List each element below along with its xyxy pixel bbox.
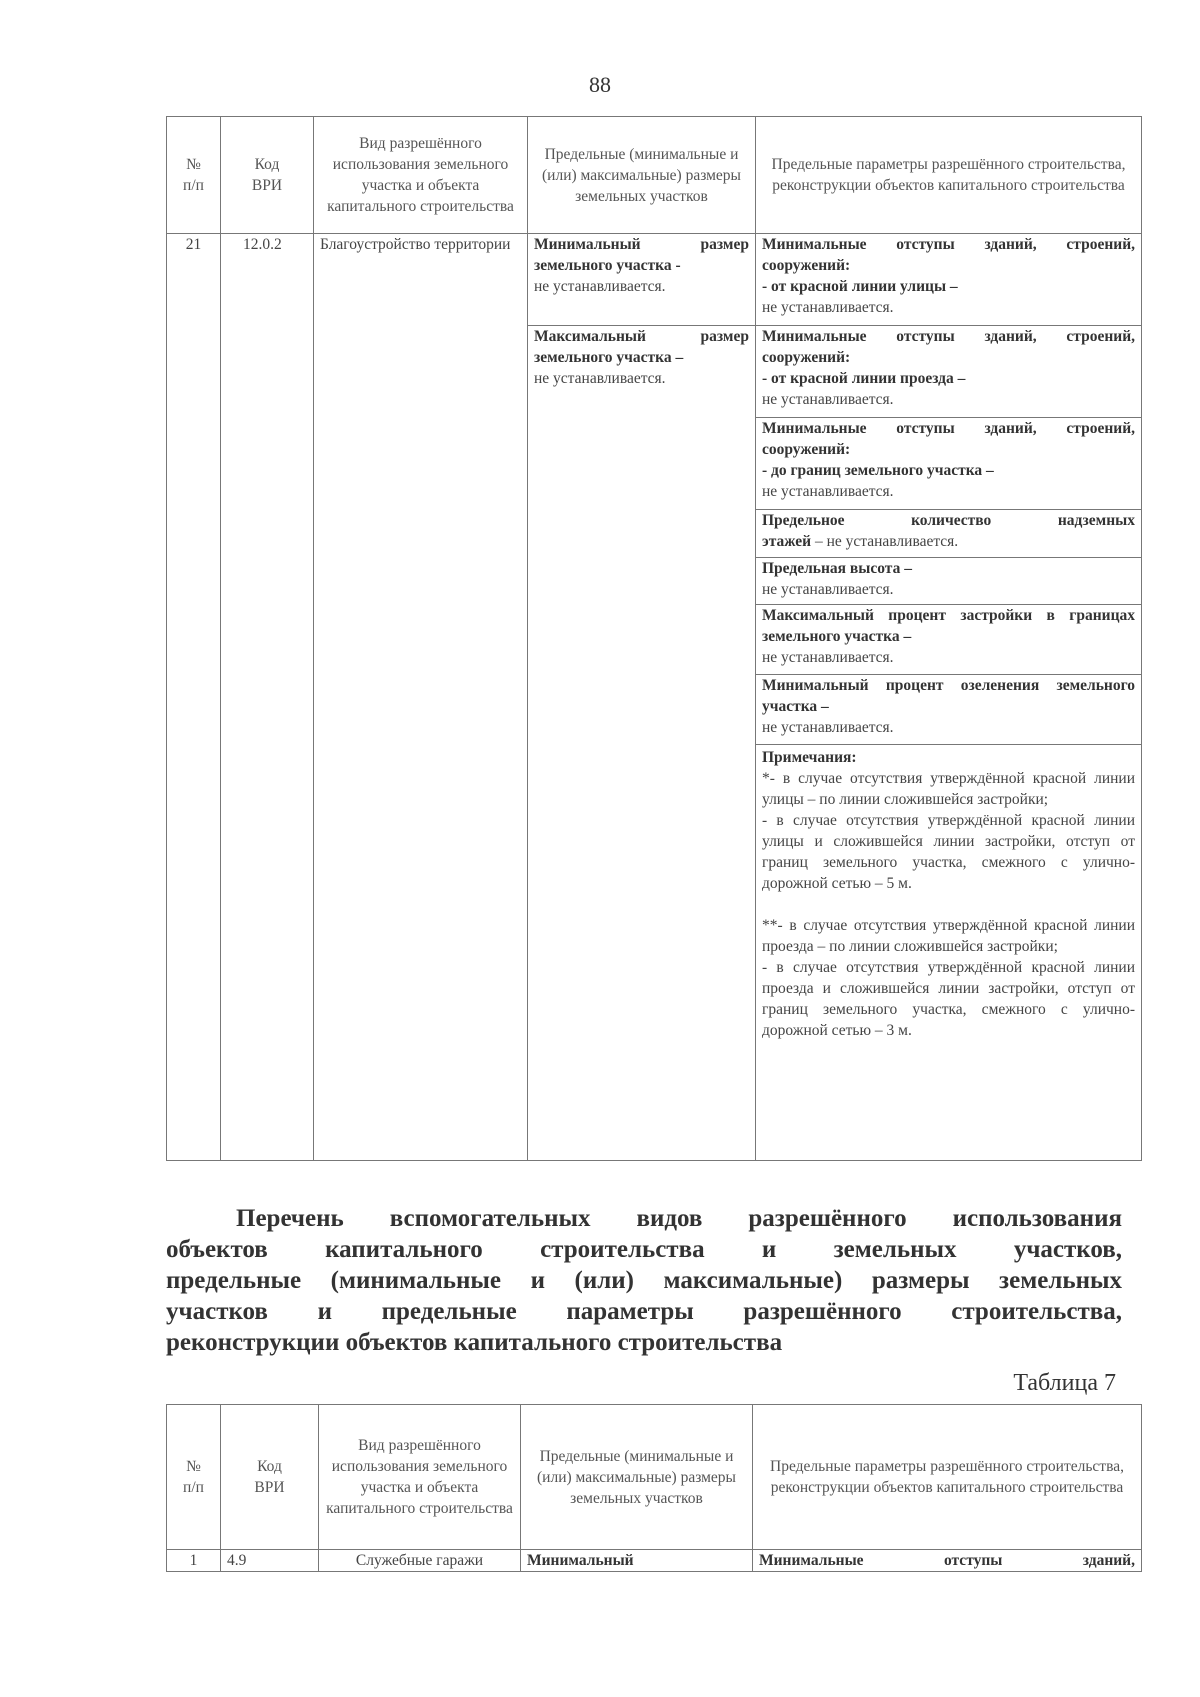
notes-cell [756, 745, 1142, 1161]
heading-line-1: Перечень вспомогательных видов разрешённого использования [236, 1205, 1122, 1232]
row-code: 4.9 [221, 1550, 319, 1572]
header-code: Код ВРИ [221, 1405, 319, 1550]
table-main-permitted-uses [166, 116, 1142, 1161]
header-num: № п/п [167, 117, 221, 234]
sizes-min-label: Минимальный размер земельного участка - [534, 236, 749, 274]
sizes-max-value: не устанавливается. [534, 370, 666, 387]
table-auxiliary-uses [166, 1404, 1142, 1572]
params-cell-6 [756, 605, 1142, 675]
params-cell-7 [756, 675, 1142, 745]
section-heading [166, 1203, 1122, 1358]
heading-line-4: участков и предельные параметры разрешённого строительства, [166, 1298, 1122, 1325]
sizes-min-cell [528, 234, 756, 326]
header-vid: Вид разрешённого использования земельного участка и объекта капитального строительства [314, 117, 528, 234]
params-cell-4 [756, 510, 1142, 558]
params-2-title: Минимальные отступы зданий, строений, сооружений: [762, 328, 1135, 366]
params-3-subtitle: - до границ земельного участка – [762, 462, 994, 479]
params-3-title: Минимальные отступы зданий, строений, сооружений: [762, 420, 1135, 458]
heading-line-5: реконструкции объектов капитального строительства [166, 1329, 783, 1356]
table-header-row [167, 1405, 1142, 1550]
params-4-title: Предельное количество надземных [762, 512, 1135, 529]
table-row [167, 1550, 1142, 1572]
params-5-value: не устанавливается. [762, 581, 894, 598]
header-sizes: Предельные (минимальные и (или) максимальные) размеры земельных участков [528, 117, 756, 234]
sizes-max-cell [528, 326, 756, 1161]
row-num: 21 [167, 234, 221, 1161]
params-4-value: – не устанавливается. [811, 533, 959, 550]
params-cell-5 [756, 558, 1142, 605]
sizes-max-label: Максимальный размер земельного участка – [534, 328, 749, 366]
table-header-row [167, 117, 1142, 234]
params-6-value: не устанавливается. [762, 649, 894, 666]
params-6-title: Максимальный процент застройки в границах земельного участка – [762, 607, 1135, 645]
sizes-cell: Минимальный [521, 1550, 753, 1572]
params-cell-1 [756, 234, 1142, 326]
params-5-title: Предельная высота – [762, 560, 912, 577]
note-1: *- в случае отсутствия утверждённой красной линии улицы – по линии сложившейся застройки; [762, 770, 1135, 808]
params-1-title: Минимальные отступы зданий, строений, сооружений: [762, 236, 1135, 274]
params-2-value: не устанавливается. [762, 391, 894, 408]
heading-line-3: предельные (минимальные и (или) максимальные) размеры земельных [166, 1267, 1122, 1294]
params-1-value: не устанавливается. [762, 299, 894, 316]
note-4: - в случае отсутствия утверждённой красной линии проезда и сложившейся линии застройки, отступ от границ земельного участка, смежного с улично-дорожной сетью – 3 м. [762, 959, 1135, 1039]
params-7-value: не устанавливается. [762, 719, 894, 736]
header-sizes: Предельные (минимальные и (или) максимальные) размеры земельных участков [521, 1405, 753, 1550]
sizes-min-value: не устанавливается. [534, 278, 666, 295]
params-7-title: Минимальный процент озеленения земельного участка – [762, 677, 1135, 715]
table-caption: Таблица 7 [1013, 1370, 1116, 1396]
header-params: Предельные параметры разрешённого строительства, реконструкции объектов капитального строительства [753, 1405, 1142, 1550]
note-2: - в случае отсутствия утверждённой красной линии улицы и сложившейся линии застройки, отступ от границ земельного участка, смежного с улично-дорожной сетью – 5 м. [762, 812, 1135, 892]
params-1-subtitle: - от красной линии улицы – [762, 278, 958, 295]
note-3: **- в случае отсутствия утверждённой красной линии проезда – по линии сложившейся застройки; [762, 917, 1135, 955]
header-vid: Вид разрешённого использования земельного участка и объекта капитального строительства [319, 1405, 521, 1550]
params-2-subtitle: - от красной линии проезда – [762, 370, 966, 387]
params-4-subtitle: этажей [762, 533, 812, 550]
header-num: № п/п [167, 1405, 221, 1550]
row-code: 12.0.2 [221, 234, 314, 1161]
page-number: 88 [589, 72, 611, 97]
row-name: Благоустройство территории [314, 234, 528, 1161]
row-name: Служебные гаражи [319, 1550, 521, 1572]
header-params: Предельные параметры разрешённого строительства, реконструкции объектов капитального строительства [756, 117, 1142, 234]
params-cell: Минимальные отступы зданий, [753, 1550, 1142, 1572]
row-num: 1 [167, 1550, 221, 1572]
header-code: Код ВРИ [221, 117, 314, 234]
params-3-value: не устанавливается. [762, 483, 894, 500]
table-row [167, 234, 1142, 326]
notes-title: Примечания: [762, 749, 857, 766]
params-cell-2 [756, 326, 1142, 418]
params-cell-3 [756, 418, 1142, 510]
heading-line-2: объектов капитального строительства и земельных участков, [166, 1236, 1122, 1263]
